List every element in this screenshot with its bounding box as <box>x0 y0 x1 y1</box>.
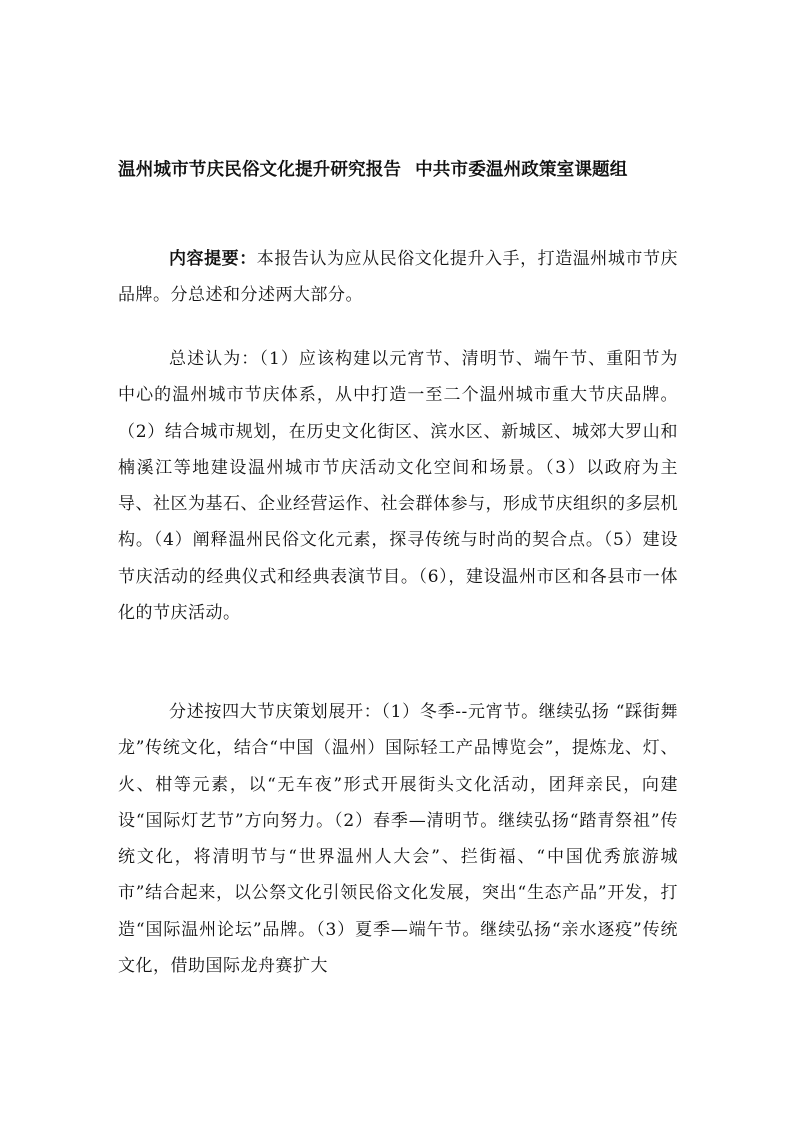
abstract-paragraph <box>118 241 678 314</box>
document-title-line <box>118 157 718 183</box>
details-paragraph: 分述按四大节庆策划展开：（1）冬季--元宵节。继续弘扬 “踩街舞龙”传统文化，结合“中国（温州）国际轻工产品博览会”，提炼龙、灯、火、柑等元素，以“无车夜”形式开展街头文化活动，团拜亲民，向建设“国际灯艺节”方向努力。（2）春季—清明节。继续弘扬“踏青祭祖”传统文化，将清明节与“世界温州人大会”、拦街福、“中国优秀旅游城市”结合起来，以公祭文化引领民俗文化发展，突出“生态产品”开发，打造“国际温州论坛”品牌。（3）夏季—端午节。继续弘扬“亲水逐疫”传统文化，借助国际龙舟赛扩大 <box>118 702 678 977</box>
abstract-label: 内容提要： <box>169 249 257 269</box>
report-author: 中共市委温州政策室课题组 <box>415 160 628 180</box>
overview-paragraph: 总述认为：（1）应该构建以元宵节、清明节、端午节、重阳节为中心的温州城市节庆体系，从中打造一至二个温州城市重大节庆品牌。（2）结合城市规划，在历史文化街区、滨水区、新城区、城郊大罗山和楠溪江等地建设温州城市节庆活动文化空间和场景。（3）以政府为主导、社区为基石、企业经营运作、社会群体参与，形成节庆组织的多层机构。（4）阐释温州民俗文化元素，探寻传统与时尚的契合点。（5）建设节庆活动的经典仪式和经典表演节目。（6），建设温州市区和各县市一体化的节庆活动。 <box>118 349 678 624</box>
report-title: 温州城市节庆民俗文化提升研究报告 <box>118 160 402 180</box>
abstract-text: 本报告认为应从民俗文化提升入手，打造温州城市节庆品牌。分总述和分述两大部分。 <box>118 249 679 306</box>
